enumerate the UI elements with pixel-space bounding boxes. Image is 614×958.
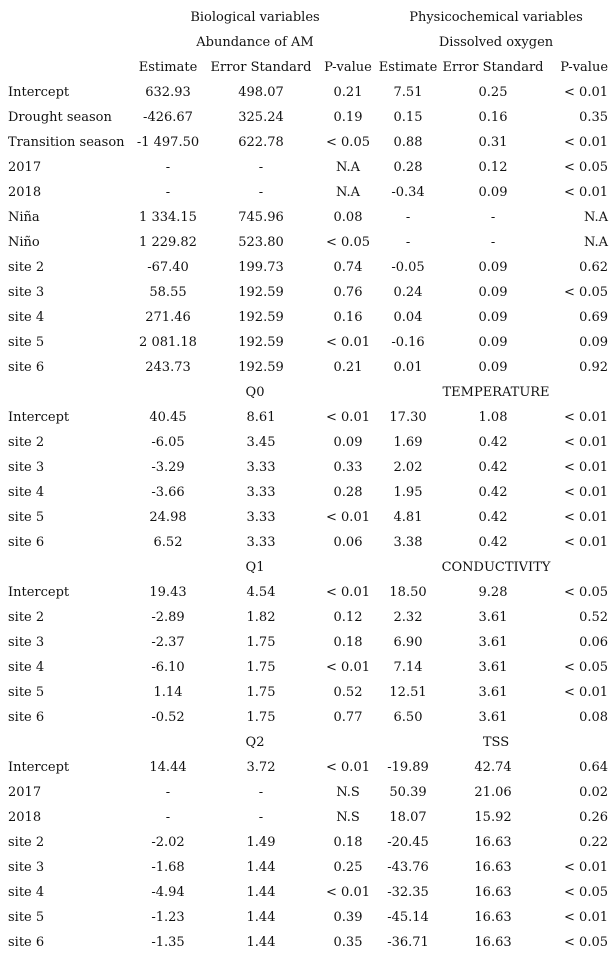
table-cell: 2.02 xyxy=(393,460,423,475)
table-cell: 0.26 xyxy=(579,810,609,825)
table-cell: 0.88 xyxy=(393,135,423,150)
row-label: Intercept xyxy=(8,585,70,600)
column-header: Estimate xyxy=(378,60,438,75)
table-row xyxy=(0,255,614,280)
table-cell: -32.35 xyxy=(387,885,429,900)
table-cell: < 0.01 xyxy=(326,885,370,900)
table-cell: 0.33 xyxy=(333,460,363,475)
table-cell: -1.68 xyxy=(151,860,185,875)
table-cell: 3.72 xyxy=(246,760,276,775)
row-label: site 6 xyxy=(8,710,45,725)
table-cell: 0.21 xyxy=(333,360,363,375)
table-cell: 0.06 xyxy=(333,535,363,550)
table-cell: < 0.01 xyxy=(326,510,370,525)
table-cell: 17.30 xyxy=(389,410,427,425)
table-cell: N.A xyxy=(335,160,361,175)
table-cell: -2.02 xyxy=(151,835,185,850)
table-cell: - xyxy=(258,185,264,200)
row-label: Transition season xyxy=(8,135,125,150)
row-label: site 2 xyxy=(8,260,45,275)
column-header: Estimate xyxy=(138,60,198,75)
table-cell: 0.39 xyxy=(333,910,363,925)
table-cell: - xyxy=(405,235,411,250)
table-cell: 0.09 xyxy=(478,335,508,350)
table-cell: -0.05 xyxy=(391,260,425,275)
table-row xyxy=(0,430,614,455)
table-cell: -1.35 xyxy=(151,935,185,950)
physicochemical-variable-title: Dissolved oxygen xyxy=(438,35,554,50)
table-row xyxy=(0,705,614,730)
table-cell: 1 229.82 xyxy=(139,235,197,250)
table-cell: 498.07 xyxy=(238,85,284,100)
table-cell: 6.50 xyxy=(393,710,423,725)
table-cell: 12.51 xyxy=(389,685,427,700)
table-cell: < 0.01 xyxy=(564,435,609,450)
table-cell: 3.61 xyxy=(478,660,508,675)
table-cell: -3.29 xyxy=(151,460,185,475)
table-cell: 40.45 xyxy=(149,410,187,425)
table-cell: 16.63 xyxy=(474,885,512,900)
table-row xyxy=(0,680,614,705)
biological-variables-heading: Biological variables xyxy=(190,10,320,25)
table-cell: 0.42 xyxy=(478,535,508,550)
table-cell: -6.10 xyxy=(151,660,185,675)
table-cell: 21.06 xyxy=(474,785,512,800)
biological-variable-title: Abundance of AM xyxy=(196,35,314,50)
table-cell: 3.33 xyxy=(246,460,276,475)
row-label: site 4 xyxy=(8,310,45,325)
column-header: P-value xyxy=(324,60,372,75)
table-row xyxy=(0,130,614,155)
table-row xyxy=(0,305,614,330)
table-cell: < 0.05 xyxy=(326,235,370,250)
table-cell: 4.81 xyxy=(393,510,423,525)
table-cell: 0.42 xyxy=(478,435,508,450)
table-cell: 192.59 xyxy=(238,335,284,350)
table-cell: < 0.05 xyxy=(564,935,609,950)
table-cell: 42.74 xyxy=(474,760,512,775)
table-cell: 15.92 xyxy=(474,810,512,825)
row-label: site 2 xyxy=(8,435,45,450)
table-cell: -2.37 xyxy=(151,635,185,650)
table-cell: 3.61 xyxy=(478,610,508,625)
table-cell: < 0.01 xyxy=(326,585,370,600)
table-cell: 1.44 xyxy=(246,860,276,875)
table-cell: 0.09 xyxy=(333,435,363,450)
table-row xyxy=(0,930,614,955)
table-row xyxy=(0,80,614,105)
table-cell: 0.69 xyxy=(579,310,609,325)
table-cell: - xyxy=(165,785,171,800)
table-cell: 1.49 xyxy=(246,835,276,850)
table-cell: 1 334.15 xyxy=(139,210,197,225)
table-cell: 3.33 xyxy=(246,510,276,525)
table-cell: < 0.01 xyxy=(564,535,609,550)
table-cell: 16.63 xyxy=(474,860,512,875)
row-label: site 3 xyxy=(8,635,45,650)
row-label: Intercept xyxy=(8,760,70,775)
table-row xyxy=(0,530,614,555)
table-cell: 0.08 xyxy=(333,210,363,225)
column-header-spacer xyxy=(0,55,132,80)
table-cell: 523.80 xyxy=(238,235,284,250)
table-cell: 18.07 xyxy=(389,810,427,825)
table-row xyxy=(0,405,614,430)
section-spacer xyxy=(0,730,132,755)
table-cell: 192.59 xyxy=(238,285,284,300)
table-cell: - xyxy=(258,160,264,175)
row-label: site 6 xyxy=(8,535,45,550)
table-cell: 3.33 xyxy=(246,485,276,500)
row-label: site 5 xyxy=(8,510,45,525)
table-cell: < 0.01 xyxy=(564,860,609,875)
table-cell: 0.18 xyxy=(333,835,363,850)
table-cell: 3.38 xyxy=(393,535,423,550)
table-row xyxy=(0,855,614,880)
table-cell: 0.24 xyxy=(393,285,423,300)
physicochemical-variable-title: TSS xyxy=(482,735,510,750)
table-cell: 50.39 xyxy=(389,785,427,800)
section-title-row xyxy=(0,555,614,580)
row-label: 2017 xyxy=(8,785,42,800)
table-cell: 0.64 xyxy=(579,760,609,775)
table-cell: 0.42 xyxy=(478,460,508,475)
table-cell: 0.09 xyxy=(579,335,609,350)
column-header: P-value xyxy=(560,60,609,75)
section-title-row xyxy=(0,730,614,755)
table-cell: 192.59 xyxy=(238,360,284,375)
row-label: site 5 xyxy=(8,910,45,925)
table-cell: -19.89 xyxy=(387,760,429,775)
table-cell: 0.28 xyxy=(393,160,423,175)
table-cell: 1.75 xyxy=(246,635,276,650)
column-header: Error Standard xyxy=(442,60,544,75)
group-header-row xyxy=(0,5,614,30)
physicochemical-variable-title: TEMPERATURE xyxy=(442,385,550,400)
table-row xyxy=(0,480,614,505)
table-cell: -67.40 xyxy=(147,260,189,275)
table-row xyxy=(0,755,614,780)
table-cell: 0.12 xyxy=(333,610,363,625)
table-cell: < 0.01 xyxy=(564,185,609,200)
table-cell: N.S xyxy=(336,785,360,800)
table-cell: -0.16 xyxy=(391,335,425,350)
table-cell: 0.35 xyxy=(333,935,363,950)
table-cell: 192.59 xyxy=(238,310,284,325)
table-row xyxy=(0,780,614,805)
physicochemical-variables-heading: Physicochemical variables xyxy=(409,10,583,25)
table-cell: < 0.05 xyxy=(564,160,609,175)
row-label: Drought season xyxy=(8,110,112,125)
table-cell: 3.45 xyxy=(246,435,276,450)
row-label: site 3 xyxy=(8,860,45,875)
table-cell: 4.54 xyxy=(246,585,276,600)
table-cell: - xyxy=(165,160,171,175)
row-label: Intercept xyxy=(8,85,70,100)
biological-variable-title: Q1 xyxy=(245,560,265,575)
table-cell: < 0.05 xyxy=(564,660,609,675)
table-cell: -3.66 xyxy=(151,485,185,500)
table-cell: 1.44 xyxy=(246,935,276,950)
row-label: site 3 xyxy=(8,460,45,475)
table-cell: 7.14 xyxy=(393,660,423,675)
table-cell: 0.22 xyxy=(579,835,609,850)
table-cell: 58.55 xyxy=(149,285,187,300)
table-cell: < 0.01 xyxy=(564,85,609,100)
row-label: site 3 xyxy=(8,285,45,300)
table-row xyxy=(0,505,614,530)
table-cell: 0.09 xyxy=(478,260,508,275)
table-cell: N.A xyxy=(583,235,609,250)
row-label: 2018 xyxy=(8,185,42,200)
table-cell: 3.61 xyxy=(478,635,508,650)
table-cell: - xyxy=(490,235,496,250)
table-row xyxy=(0,330,614,355)
row-label: site 4 xyxy=(8,885,45,900)
table-cell: -0.34 xyxy=(391,185,425,200)
section-spacer xyxy=(0,555,132,580)
table-cell: 8.61 xyxy=(246,410,276,425)
table-cell: < 0.01 xyxy=(326,760,370,775)
table-cell: -0.52 xyxy=(151,710,185,725)
section-spacer xyxy=(0,380,132,405)
table-cell: 1.75 xyxy=(246,710,276,725)
table-row xyxy=(0,580,614,605)
table-cell: - xyxy=(258,785,264,800)
table-cell: 18.50 xyxy=(389,585,427,600)
table-row xyxy=(0,355,614,380)
table-cell: 1.75 xyxy=(246,660,276,675)
table-cell: 0.08 xyxy=(579,710,609,725)
table-cell: 745.96 xyxy=(238,210,284,225)
table-row xyxy=(0,280,614,305)
column-header-row xyxy=(0,55,614,80)
table-cell: 0.77 xyxy=(333,710,363,725)
table-cell: < 0.05 xyxy=(564,285,609,300)
table-cell: 16.63 xyxy=(474,835,512,850)
table-cell: 632.93 xyxy=(145,85,191,100)
table-row xyxy=(0,105,614,130)
table-cell: 325.24 xyxy=(238,110,284,125)
table-cell: < 0.01 xyxy=(564,685,609,700)
table-row xyxy=(0,230,614,255)
row-label: Intercept xyxy=(8,410,70,425)
table-cell: 1.08 xyxy=(478,410,508,425)
regression-table-body xyxy=(0,5,614,955)
table-cell: -2.89 xyxy=(151,610,185,625)
table-cell: 0.15 xyxy=(393,110,423,125)
table-cell: 3.61 xyxy=(478,710,508,725)
row-label: Niña xyxy=(8,210,40,225)
row-label: site 6 xyxy=(8,360,45,375)
table-cell: 9.28 xyxy=(478,585,508,600)
table-cell: - xyxy=(405,210,411,225)
table-cell: 0.16 xyxy=(333,310,363,325)
table-cell: < 0.01 xyxy=(564,460,609,475)
table-cell: 0.06 xyxy=(579,635,609,650)
table-row xyxy=(0,655,614,680)
table-cell: -20.45 xyxy=(387,835,429,850)
table-cell: 0.62 xyxy=(579,260,609,275)
table-cell: 2.32 xyxy=(393,610,423,625)
table-cell: 622.78 xyxy=(238,135,284,150)
table-cell: -36.71 xyxy=(387,935,429,950)
table-cell: 243.73 xyxy=(145,360,191,375)
table-cell: < 0.01 xyxy=(564,510,609,525)
table-cell: 0.04 xyxy=(393,310,423,325)
table-cell: 0.31 xyxy=(478,135,508,150)
table-row xyxy=(0,880,614,905)
table-cell: 0.25 xyxy=(333,860,363,875)
table-cell: 0.42 xyxy=(478,510,508,525)
table-cell: 0.35 xyxy=(579,110,609,125)
table-cell: < 0.05 xyxy=(564,885,609,900)
row-label: site 4 xyxy=(8,485,45,500)
regression-table xyxy=(0,5,614,955)
table-cell: < 0.01 xyxy=(564,910,609,925)
table-cell: 0.09 xyxy=(478,310,508,325)
table-cell: 0.52 xyxy=(333,685,363,700)
section-title-row xyxy=(0,30,614,55)
table-cell: 7.51 xyxy=(393,85,423,100)
table-cell: 16.63 xyxy=(474,935,512,950)
column-header: Error Standard xyxy=(210,60,312,75)
row-label: 2017 xyxy=(8,160,42,175)
table-cell: 1.95 xyxy=(393,485,423,500)
table-row xyxy=(0,805,614,830)
table-cell: 0.09 xyxy=(478,360,508,375)
table-cell: < 0.01 xyxy=(564,485,609,500)
table-cell: < 0.01 xyxy=(564,135,609,150)
table-cell: < 0.01 xyxy=(326,410,370,425)
table-cell: 6.52 xyxy=(153,535,183,550)
table-cell: - xyxy=(165,185,171,200)
physicochemical-variable-title: CONDUCTIVITY xyxy=(441,560,551,575)
row-label: site 2 xyxy=(8,835,45,850)
table-cell: 16.63 xyxy=(474,910,512,925)
table-cell: -6.05 xyxy=(151,435,185,450)
table-cell: 6.90 xyxy=(393,635,423,650)
table-cell: 1.69 xyxy=(393,435,423,450)
row-label: Niño xyxy=(8,235,40,250)
table-cell: - xyxy=(258,810,264,825)
table-row xyxy=(0,630,614,655)
table-cell: 1.75 xyxy=(246,685,276,700)
table-cell: 14.44 xyxy=(149,760,187,775)
table-row xyxy=(0,205,614,230)
row-label: site 4 xyxy=(8,660,45,675)
table-row xyxy=(0,905,614,930)
table-cell: - xyxy=(490,210,496,225)
table-cell: < 0.01 xyxy=(326,660,370,675)
table-cell: < 0.01 xyxy=(326,335,370,350)
row-label: site 5 xyxy=(8,335,45,350)
table-cell: 0.42 xyxy=(478,485,508,500)
table-cell: 0.09 xyxy=(478,285,508,300)
table-cell: 3.33 xyxy=(246,535,276,550)
table-cell: 0.16 xyxy=(478,110,508,125)
table-cell: - xyxy=(165,810,171,825)
table-cell: -45.14 xyxy=(387,910,429,925)
biological-variable-title: Q2 xyxy=(245,735,265,750)
table-cell: -43.76 xyxy=(387,860,429,875)
table-cell: 0.25 xyxy=(478,85,508,100)
table-cell: < 0.05 xyxy=(326,135,370,150)
table-cell: -1 497.50 xyxy=(136,135,200,150)
table-cell: 0.02 xyxy=(579,785,609,800)
table-cell: 0.21 xyxy=(333,85,363,100)
table-cell: 0.52 xyxy=(579,610,609,625)
row-label: site 6 xyxy=(8,935,45,950)
table-cell: 0.19 xyxy=(333,110,363,125)
biological-variable-title: Q0 xyxy=(245,385,265,400)
table-cell: 2 081.18 xyxy=(139,335,197,350)
table-cell: 0.01 xyxy=(393,360,423,375)
table-cell: < 0.01 xyxy=(564,410,609,425)
table-cell: -1.23 xyxy=(151,910,185,925)
table-cell: < 0.05 xyxy=(564,585,609,600)
row-label: 2018 xyxy=(8,810,42,825)
table-cell: 3.61 xyxy=(478,685,508,700)
table-cell: N.A xyxy=(583,210,609,225)
table-cell: 0.12 xyxy=(478,160,508,175)
table-cell: 1.44 xyxy=(246,885,276,900)
table-row xyxy=(0,155,614,180)
table-cell: 0.76 xyxy=(333,285,363,300)
table-cell: -4.94 xyxy=(151,885,185,900)
table-cell: N.A xyxy=(335,185,361,200)
table-cell: 1.82 xyxy=(246,610,276,625)
table-row xyxy=(0,455,614,480)
table-row xyxy=(0,605,614,630)
table-row xyxy=(0,180,614,205)
table-cell: 1.14 xyxy=(153,685,183,700)
table-cell: 199.73 xyxy=(238,260,284,275)
table-cell: 271.46 xyxy=(145,310,191,325)
table-cell: N.S xyxy=(336,810,360,825)
table-cell: 0.18 xyxy=(333,635,363,650)
table-cell: 0.28 xyxy=(333,485,363,500)
table-cell: 1.44 xyxy=(246,910,276,925)
table-cell: 24.98 xyxy=(149,510,187,525)
section-title-row xyxy=(0,380,614,405)
row-label: site 2 xyxy=(8,610,45,625)
section-spacer xyxy=(0,30,132,55)
row-label: site 5 xyxy=(8,685,45,700)
table-cell: -426.67 xyxy=(143,110,193,125)
table-row xyxy=(0,830,614,855)
table-cell: 0.92 xyxy=(579,360,609,375)
table-cell: 19.43 xyxy=(149,585,187,600)
table-cell: 0.74 xyxy=(333,260,363,275)
table-cell: 0.09 xyxy=(478,185,508,200)
